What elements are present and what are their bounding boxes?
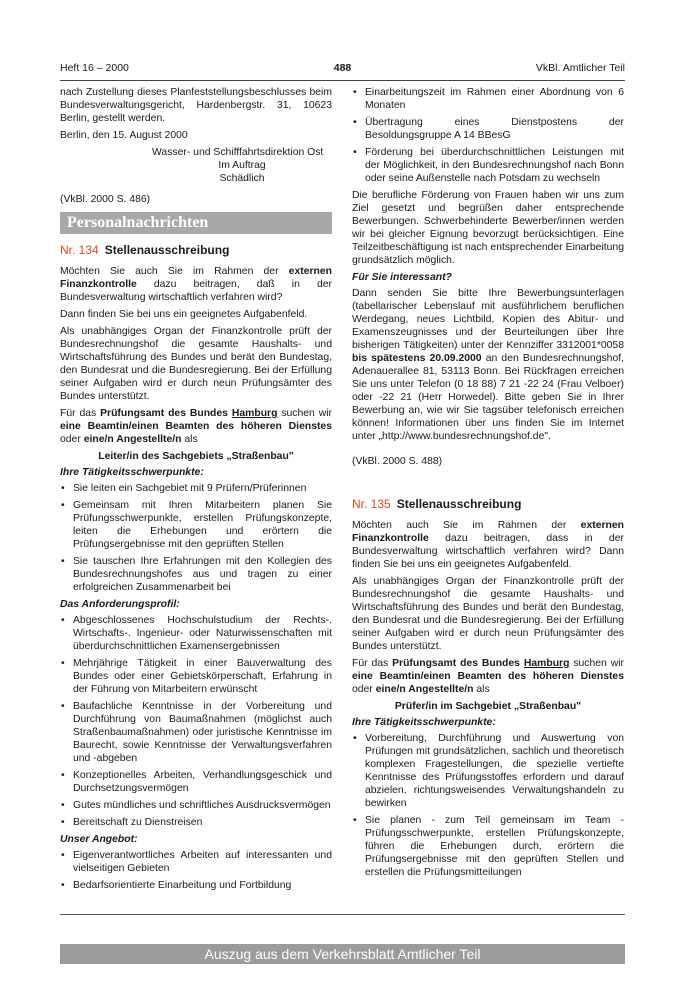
header-rule xyxy=(60,80,625,81)
list-item: • Bedarfsorientierte Einarbeitung und Fortbildung xyxy=(60,879,332,892)
list-item: • Sie planen - zum Teil gemeinsam im Team - Prüfungsschwerpunkte, erstellen Prüfungskonzepte, führen die Erhebungen durch, erörtern die Prüfungsergebnisse mit den geprüften Stellen und erstellen die Prüfungsmitteilungen xyxy=(352,814,624,879)
list-item: • Einarbeitungszeit im Rahmen einer Abordnung von 6 Monaten xyxy=(352,86,624,112)
ad-heading xyxy=(60,244,332,257)
signature-authority: Wasser- und Schifffahrtsdirektion Ost xyxy=(152,147,324,158)
list-item: • Gutes mündliches und schriftliches Ausdrucksvermögen xyxy=(60,799,332,812)
ad-intro: Möchten Sie auch Sie im Rahmen der externen Finanzkontrolle dazu beitragen, daß in der Bundesverwaltung wirtschaftlich verfahren wird? xyxy=(60,266,332,303)
ad-title: Stellenausschreibung xyxy=(104,243,230,257)
list-item: • Bereitschaft zu Dienstreisen xyxy=(60,816,332,829)
ad-description: Als unabhängiges Organ der Finanzkontrolle prüft der Bundesrechnungshof die gesamte Haushalts- und Wirtschaftsführung des Bundes und berät den Bundestag, den Bundesrat und die Bundesregierung. Bei der Erfüllung seiner Aufgaben wird er durch neun Prüfungsämter des Bundes unterstützt. xyxy=(352,576,624,652)
offer-list xyxy=(60,849,332,892)
list-item: • Vorbereitung, Durchführung und Auswertung von Prüfungen mit grundsätzlichen, sachlich und theoretisch komplexen Fragestellungen, die spezielle vertiefte Kenntnisse des Prüfungsstoffes erfordern und darauf abzielen, richtungsweisendes Verwaltungshandeln zu bewirken xyxy=(352,732,624,810)
publication-label: VkBl. Amtlicher Teil xyxy=(535,62,625,74)
ad-heading xyxy=(352,498,624,511)
signature-name: Schädlich xyxy=(219,173,265,184)
reference-note: (VkBl. 2000 S. 486) xyxy=(60,194,151,205)
tasks-heading: Ihre Tätigkeitsschwerpunkte: xyxy=(60,467,204,478)
list-item: • Sie tauschen Ihre Erfahrungen mit den Kollegien des Bundesrechnungshofes aus und tragen zu einer erfolgreichen Zusammenarbeit bei xyxy=(60,555,332,594)
list-item: • Gemeinsam mit Ihren Mitarbeitern planen Sie Prüfungsschwerpunkte, erstellen Prüfungskonzepte, leiten die Erhebungen und erörtern die Prüfungsergebnisse mit den geprüften Stellen xyxy=(60,499,332,551)
section-heading: Personalnachrichten xyxy=(60,212,332,234)
date-line: Berlin, den 15. August 2000 xyxy=(60,130,188,141)
offer-list-continued xyxy=(352,86,624,185)
offer-heading: Unser Angebot: xyxy=(60,834,138,845)
page-header xyxy=(60,62,625,80)
job-title: Prüfer/in im Sachgebiet „Straßenbau" xyxy=(394,701,582,712)
ad-number: Nr. 134 xyxy=(60,243,99,257)
ad-intro: Möchten auch Sie im Rahmen der externen Finanzkontrolle dazu beitragen, dass in der Bundesverwaltung wirtschaftlich verfahren wird? Dann finden Sie bei uns ein geeignetes Aufgabenfeld. xyxy=(352,520,624,570)
ad-position-line: Für das Prüfungsamt des Bundes Hamburg suchen wir eine Beamtin/einen Beamten des höheren Dienstes oder eine/n Angestellte/n als xyxy=(352,658,624,695)
requirements-list xyxy=(60,614,332,829)
right-column xyxy=(352,86,624,883)
ad-title: Stellenausschreibung xyxy=(396,497,522,511)
intro-paragraph: nach Zustellung dieses Planfeststellungsbeschlusses beim Bundesverwaltungsgericht, Hardenbergstr. 31, 10623 Berlin, gestellt werden. xyxy=(60,87,332,124)
ad-intro-2: Dann finden Sie bei uns ein geeignetes Aufgabenfeld. xyxy=(60,309,308,320)
reference-note: (VkBl. 2000 S. 488) xyxy=(352,456,443,467)
ad-description: Als unabhängiges Organ der Finanzkontrolle prüft der Bundesrechnungshof die gesamte Haushalts- und Wirtschaftsführung des Bundes und berät den Bundestag, den Bundesrat und die Bundesregierung. Bei der Erfüllung seiner Aufgaben wird er durch neun Prüfungsämter des Bundes unterstützt. xyxy=(60,326,332,402)
signature-order: Im Auftrag xyxy=(218,160,266,171)
left-column xyxy=(60,86,332,896)
list-item: • Förderung bei überdurchschnittlichen Leistungen mit der Möglichkeit, in den Bundesrechnungshof nach Bonn oder seine Außenstelle nach Potsdam zu wechseln xyxy=(352,146,624,185)
job-title: Leiter/in des Sachgebiets „Straßenbau" xyxy=(98,451,294,462)
interest-heading: Für Sie interessant? xyxy=(352,272,452,283)
footer-banner: Auszug aus dem Verkehrsblatt Amtlicher Teil xyxy=(60,944,625,964)
list-item: • Sie leiten ein Sachgebiet mit 9 Prüfern/Prüferinnen xyxy=(60,482,332,495)
tasks-list xyxy=(60,482,332,594)
footer-rule xyxy=(60,914,625,915)
list-item: • Konzeptionelles Arbeiten, Verhandlungsgeschick und Durchsetzungsvermögen xyxy=(60,769,332,795)
application-paragraph: Dann senden Sie bitte Ihre Bewerbungsunterlagen (tabellarischer Lebenslauf mit ausführlichem beruflichen Werdegang, neues Lichtbild, Kopien des Abitur- und Examenszeugnisses und der Beurteilungen über Ihre bisherigen Tätigkeiten) unter der Kennziffer 3312001*0058 bis spätestens 20.09.2000 an den Bundesrechnungshof, Adenauerallee 81, 53113 Bonn. Bei Rückfragen erreichen Sie uns unter Telefon (0 18 88) 7 21 -22 24 (Frau Velboer) oder -22 21 (Herr Horwedel). Bitte geben Sie in Ihrer Bewerbung an, wie wir Sie tagsüber telefonisch erreichen können! Informationen über uns finden Sie im Internet unter „http://www.bundesrechnungshof.de". xyxy=(352,288,625,442)
list-item: • Übertragung eines Dienstpostens der Besoldungsgruppe A 14 BBesG xyxy=(352,116,624,142)
ad-number: Nr. 135 xyxy=(352,497,391,511)
list-item: • Baufachliche Kenntnisse in der Vorbereitung und Durchführung von Baumaßnahmen (möglichst auch Straßenbaumaßnahmen) oder juristische Kenntnisse im Baurecht, sowie Kenntnisse der Verwaltungsverfahren und -abgeben xyxy=(60,700,332,765)
ad-position-line: Für das Prüfungsamt des Bundes Hamburg suchen wir eine Beamtin/einen Beamten des höheren Dienstes oder eine/n Angestellte/n als xyxy=(60,408,332,445)
list-item: • Abgeschlossenes Hochschulstudium der Rechts-. Wirtschafts-. Ingenieur- oder Naturwissenschaften mit überdurchschnittlichen Examensergebnissen xyxy=(60,614,332,653)
tasks-heading: Ihre Tätigkeitsschwerpunkte: xyxy=(352,717,496,728)
issue-label: Heft 16 – 2000 xyxy=(60,62,129,74)
requirements-heading: Das Anforderungsprofil: xyxy=(60,599,180,610)
list-item: • Eigenverantwortliches Arbeiten auf interessanten und vielseitigen Gebieten xyxy=(60,849,332,875)
list-item: • Mehrjährige Tätigkeit in einer Bauverwaltung des Bundes oder einer Gebietskörperschaft, Erfahrung in der Führung von Mitarbeitern erwünscht xyxy=(60,657,332,696)
equality-paragraph: Die berufliche Förderung von Frauen haben wir uns zum Ziel gesetzt und begrüßen daher entsprechende Bewerbungen. Schwerbehinderte Bewerber/innen werden wir bei gleicher Eignung bevorzugt berücksichtigen. Eine Teilzeitbeschäftigung ist nach entsprechender Einarbeitung grundsätzlich möglich. xyxy=(352,190,624,266)
tasks-list xyxy=(352,732,624,879)
page-number: 488 xyxy=(333,62,352,74)
